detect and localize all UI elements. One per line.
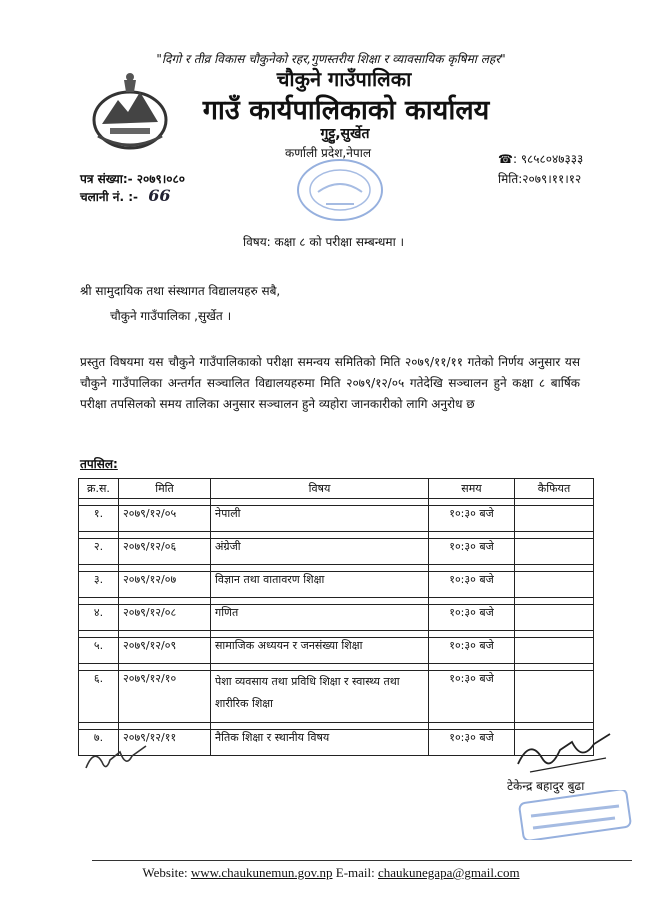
reference-value: २०७९।०८०: [136, 172, 186, 186]
table-header-row: [79, 479, 594, 499]
signer-name: टेकेन्द्र बहादुर बुढा: [507, 779, 585, 793]
row-date: २०७९/१२/०७: [119, 572, 211, 598]
row-subject: गणित: [211, 605, 429, 631]
footer: [0, 865, 662, 881]
row-time: १०:३० बजे: [429, 572, 515, 598]
row-sn: ७.: [79, 730, 119, 756]
phone-value: ९८५८०४७३३३: [520, 152, 584, 166]
province: कर्णाली प्रदेश,नेपाल: [285, 146, 371, 160]
table-row: [79, 539, 594, 565]
row-date: २०७९/१२/०५: [119, 506, 211, 532]
office-stamp: [290, 152, 390, 228]
handwritten-signature-right: [510, 728, 620, 778]
row-remarks: [515, 605, 594, 631]
website-link[interactable]: www.chaukunemun.gov.np: [190, 865, 333, 880]
header-time: समय: [429, 479, 515, 499]
schedule-heading: तपसिल:: [80, 457, 118, 471]
row-subject: विज्ञान तथा वातावरण शिक्षा: [211, 572, 429, 598]
dispatch-number: [80, 186, 170, 205]
footer-divider: [92, 860, 632, 861]
header-date: मिति: [119, 479, 211, 499]
phone-icon: ☎: [498, 152, 513, 166]
letter-body: प्रस्तुत विषयमा यस चौकुने गाउँपालिकाको परीक्षा समन्वय समितिको मिति २०७९/११/११ गतेको निर्णय अनुसार यस चौकुने गाउँपालिका अन्तर्गत सञ्चालित विद्यालयहरुमा मिति २०७९/१२/०५ गतेदेखि सञ्चालन हुने कक्षा ८ बार्षिक परीक्षा तपसिलको समय तालिका अनुसार सञ्चालन हुने व्यहोरा जानकारीको लागि अनुरोध छ: [80, 355, 580, 411]
addressee-line-2: चौकुने गाउँपालिका ,सुर्खेत ।: [110, 309, 232, 323]
row-remarks: [515, 671, 594, 723]
row-remarks: [515, 539, 594, 565]
row-remarks: [515, 638, 594, 664]
row-date: २०७९/१२/१०: [119, 671, 211, 723]
table-row: [79, 638, 594, 664]
handwritten-signature-left: [80, 738, 152, 778]
row-sn: ४.: [79, 605, 119, 631]
municipality-name: चौकुने गाउँपालिका: [276, 67, 412, 91]
row-time: १०:३० बजे: [429, 671, 515, 723]
row-sn: ६.: [79, 671, 119, 723]
row-subject: सामाजिक अध्ययन र जनसंख्या शिक्षा: [211, 638, 429, 664]
row-date: २०७९/१२/०८: [119, 605, 211, 631]
row-sn: १.: [79, 506, 119, 532]
officer-stamp: [515, 790, 635, 840]
header-subject: विषय: [211, 479, 429, 499]
website-label: Website:: [142, 865, 188, 880]
table-row: [79, 671, 594, 723]
exam-schedule-table: [78, 478, 594, 756]
table-row: [79, 506, 594, 532]
row-subject: पेशा व्यवसाय तथा प्रविधि शिक्षा र स्वास्थ्य तथा शारीरिक शिक्षा: [211, 671, 429, 723]
email-link[interactable]: chaukunegapa@gmail.com: [378, 865, 520, 880]
subject-line: विषय: कक्षा ८ को परीक्षा सम्बन्धमा ।: [243, 235, 405, 249]
office-title: गाउँ कार्यपालिकाको कार्यालय: [202, 95, 490, 126]
addressee-line-1: श्री सामुदायिक तथा संस्थागत विद्यालयहरु सबै,: [80, 284, 281, 298]
row-remarks: [515, 572, 594, 598]
reference-number: [80, 170, 185, 187]
row-time: १०:३० बजे: [429, 605, 515, 631]
row-time: १०:३० बजे: [429, 539, 515, 565]
row-subject: नैतिक शिक्षा र स्थानीय विषय: [211, 730, 429, 756]
row-time: १०:३० बजे: [429, 506, 515, 532]
motto: "दिगो र तीव्र विकास चौकुनेको रहर,गुणस्तरीय शिक्षा र व्यावसायिक कृषिमा लहर": [156, 52, 506, 66]
row-sn: ३.: [79, 572, 119, 598]
header-sn: क्र.स.: [79, 479, 119, 499]
header-remarks: कैफियत: [515, 479, 594, 499]
row-sn: २.: [79, 539, 119, 565]
row-time: १०:३० बजे: [429, 730, 515, 756]
table-row: [79, 605, 594, 631]
row-time: १०:३० बजे: [429, 638, 515, 664]
row-date: २०७९/१२/०९: [119, 638, 211, 664]
reference-label: पत्र संख्या:-: [80, 172, 133, 186]
dispatch-label: चलानी नं. :-: [80, 190, 138, 204]
table-row: [79, 572, 594, 598]
dispatch-value: 66: [148, 186, 171, 205]
row-subject: अंग्रेजी: [211, 539, 429, 565]
office-address: गुट्टु,सुर्खेत: [320, 126, 370, 142]
email-label: E-mail:: [335, 865, 375, 880]
row-date: २०७९/१२/०६: [119, 539, 211, 565]
row-subject: नेपाली: [211, 506, 429, 532]
row-remarks: [515, 506, 594, 532]
row-sn: ५.: [79, 638, 119, 664]
letter-date: मिति:२०७९।११।१२: [498, 172, 582, 186]
phone-number: ☎: ९८५८०४७३३३: [498, 152, 584, 166]
row-date: २०७९/१२/११: [119, 730, 211, 756]
